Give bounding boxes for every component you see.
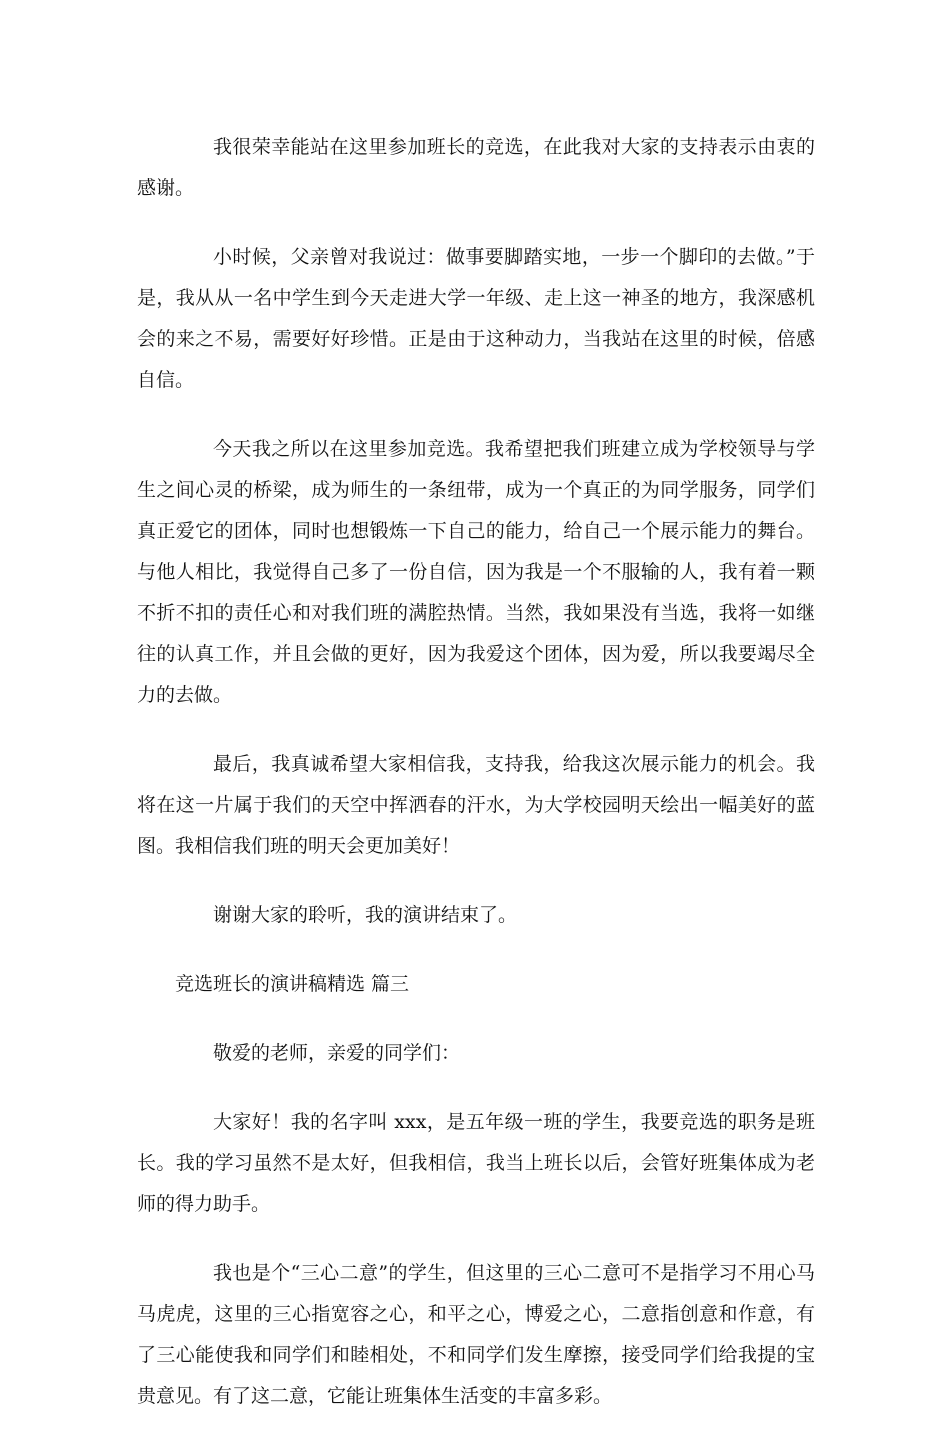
- section-heading: 竞选班长的演讲稿精选 篇三: [175, 973, 410, 995]
- paragraph-reason: 今天我之所以在这里参加竞选。我希望把我们班建立成为学校领导与学生之间心灵的桥梁，成为师生的一条纽带，成为一个真正的为同学服务，同学们真正爱它的团体，同时也想锻炼一下自己的能力，给自己一个展示能力的舞台。与他人相比，我觉得自己多了一份自信，因为我是一个不服输的人，我有着一颗不折不扣的责任心和对我们班的满腔热情。当然，我如果没有当选，我将一如继往的认真工作，并且会做的更好，因为我爱这个团体，因为爱，所以我要竭尽全力的去做。: [137, 438, 815, 706]
- paragraph-finally: 最后，我真诚希望大家相信我，支持我，给我这次展示能力的机会。我将在这一片属于我们的天空中挥洒春的汗水，为大学校园明天绘出一幅美好的蓝图。我相信我们班的明天会更加美好！: [137, 753, 815, 857]
- paragraph-greeting: 敬爱的老师，亲爱的同学们：: [213, 1042, 461, 1064]
- paragraph-thanks: 我很荣幸能站在这里参加班长的竞选，在此我对大家的支持表示由衷的感谢。: [137, 136, 815, 199]
- paragraph-closing: 谢谢大家的聆听，我的演讲结束了。: [213, 904, 518, 926]
- paragraph-three-hearts: 我也是个“三心二意”的学生，但这里的三心二意可不是指学习不用心马马虎虎，这里的三心指宽容之心，和平之心，博爱之心，二意指创意和作意，有了三心能使我和同学们和睦相处，不和同学们发生摩擦，接受同学们给我提的宝贵意见。有了这二意，它能让班集体生活变的丰富多彩。: [137, 1262, 815, 1407]
- paragraph-childhood: 小时候，父亲曾对我说过：做事要脚踏实地，一步一个脚印的去做。”于是，我从从一名中学生到今天走进大学一年级、走上这一神圣的地方，我深感机会的来之不易，需要好好珍惜。正是由于这种动力，当我站在这里的时候，倍感自信。: [137, 246, 815, 391]
- document-page: [137, 127, 815, 1445]
- paragraph-introduction: 大家好！我的名字叫 xxx，是五年级一班的学生，我要竞选的职务是班长。我的学习虽然不是太好，但我相信，我当上班长以后，会管好班集体成为老师的得力助手。: [137, 1111, 815, 1215]
